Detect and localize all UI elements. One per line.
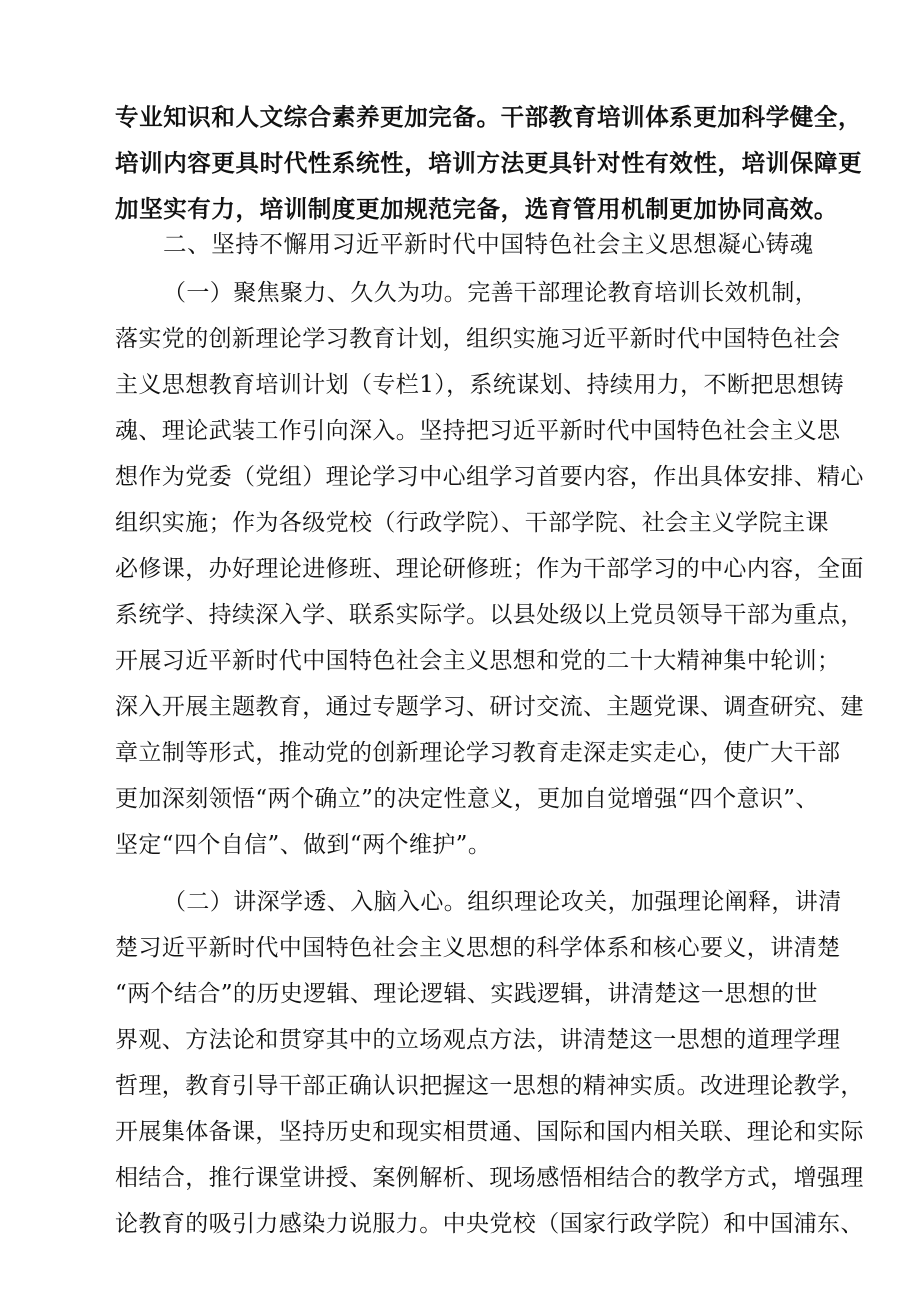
paragraph1-line-8: 系统学、持续深入学、联系实际学。以县处级以上党员领导干部为重点， [115,602,864,628]
paragraph2-line-4: 界观、方法论和贯穿其中的立场观点方法，讲清楚这一思想的道理学理 [115,1027,841,1053]
paragraph2-line-1: （二）讲深学透、入脑入心。组织理论攻关，加强理论阐释，讲清 [163,889,842,915]
paragraph1-line-10: 深入开展主题教育，通过专题学习、研讨交流、主题党课、调查研究、建 [115,694,864,720]
paragraph2-line-7: 相结合，推行课堂讲授、案例解析、现场感悟相结合的教学方式，增强理 [115,1165,864,1191]
paragraph2-line-5: 哲理，教育引导干部正确认识把握这一思想的精神实质。改进理论教学， [115,1073,864,1099]
intro-line-1: 专业知识和人文综合素养更加完备。干部教育培训体系更加科学健全， [115,103,863,131]
paragraph1-line-2: 落实党的创新理论学习教育计划，组织实施习近平新时代中国特色社会 [115,326,841,352]
paragraph2-line-6: 开展集体备课，坚持历史和现实相贯通、国际和国内相关联、理论和实际 [115,1119,864,1145]
paragraph1-line-6: 组织实施；作为各级党校（行政学院）、干部学院、社会主义学院主课 [115,510,829,536]
paragraph1-line-12: 更加深刻领悟“两个确立”的决定性意义，更加自觉增强“四个意识”、 [115,786,819,812]
paragraph1-line-13: 坚定“四个自信”、做到“两个维护”。 [115,832,492,858]
paragraph1-line-5: 想作为党委（党组）理论学习中心组学习首要内容，作出具体安排、精心 [115,464,864,490]
paragraph1-line-11: 章立制等形式，推动党的创新理论学习教育走深走实走心，使广大干部 [115,740,841,766]
intro-line-3: 加坚实有力，培训制度更加规范完备，选育管用机制更加协同高效。 [115,195,838,223]
paragraph2-line-2: 楚习近平新时代中国特色社会主义思想的科学体系和核心要义，讲清楚 [115,935,841,961]
paragraph1-line-7: 必修课，办好理论进修班、理论研修班；作为干部学习的中心内容，全面 [115,556,864,582]
paragraph1-line-3: 主义思想教育培训计划（专栏1），系统谋划、持续用力，不断把思想铸 [115,372,844,398]
paragraph2-line-3: “两个结合”的历史逻辑、理论逻辑、实践逻辑，讲清楚这一思想的世 [115,981,818,1007]
paragraph1-line-4: 魂、理论武装工作引向深入。坚持把习近平新时代中国特色社会主义思 [115,418,841,444]
paragraph1-line-9: 开展习近平新时代中国特色社会主义思想和党的二十大精神集中轮训； [115,648,841,674]
intro-line-2: 培训内容更具时代性系统性，培训方法更具针对性有效性，培训保障更 [115,149,863,177]
paragraph1-line-1: （一）聚焦聚力、久久为功。完善干部理论教育培训长效机制， [163,280,819,306]
paragraph2-line-8: 论教育的吸引力感染力说服力。中央党校（国家行政学院）和中国浦东、 [115,1211,864,1237]
section-heading: 二、坚持不懈用习近平新时代中国特色社会主义思想凝心铸魂 [163,230,814,258]
